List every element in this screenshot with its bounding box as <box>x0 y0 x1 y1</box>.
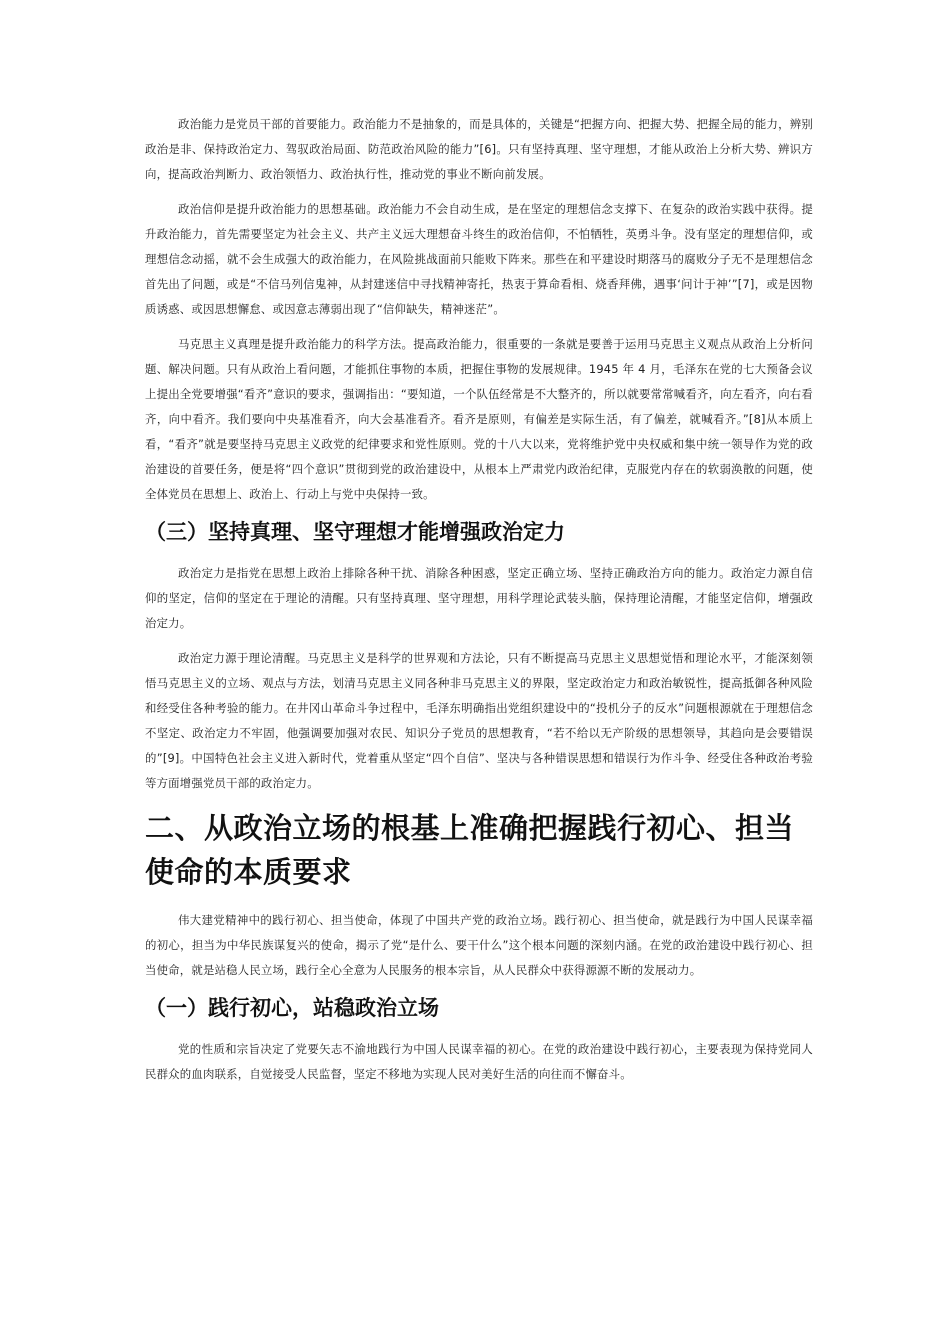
paragraph-political-belief: 政治信仰是提升政治能力的思想基础。政治能力不会自动生成，是在坚定的理想信念支撑下、在复杂的政治实践中获得。提升政治能力，首先需要坚定为社会主义、共产主义远大理想奋斗终生的政治信仰，不怕牺牲，英勇斗争。没有坚定的理想信仰，或理想信念动摇，就不会生成强大的政治能力，在风险挑战面前只能败下阵来。那些在和平建设时期落马的腐败分子无不是理想信念首先出了问题，或是“不信马列信鬼神，从封建迷信中寻找精神寄托，热衷于算命看相、烧香拜佛，遇事‘问计于神’”[7]，或是因物质诱惑、或因思想懈怠、或因意志薄弱出现了“信仰缺失，精神迷茫”。 <box>145 202 813 316</box>
paragraph-political-ability: 政治能力是党员干部的首要能力。政治能力不是抽象的，而是具体的，关键是“把握方向、把握大势、把握全局的能力，辨别政治是非、保持政治定力、驾驭政治局面、防范政治风险的能力”[6]。只有坚持真理、坚守理想，才能从政治上分析大势、辨识方向，提高政治判断力、政治领悟力、政治执行性，推动党的事业不断向前发展。 <box>145 117 813 181</box>
section-heading-practice-aspiration: （一）践行初心，站稳政治立场 <box>145 996 439 1020</box>
paragraph-theoretical-clarity: 政治定力源于理论清醒。马克思主义是科学的世界观和方法论，只有不断提高马克思主义思想觉悟和理论水平，才能深刻领悟马克思主义的立场、观点与方法，划清马克思主义同各种非马克思主义的界限，坚定政治定力和政治敏锐性，提高抵御各种风险和经受住各种考验的能力。在井冈山革命斗争过程中，毛泽东明确指出党组织建设中的“投机分子的反水”问题根源就在于理想信念不坚定、政治定力不牢固，他强调要加强对农民、知识分子党员的思想教育，“若不给以无产阶级的思想领导，其趋向是会要错误的”[9]。中国特色社会主义进入新时代，党着重从坚定“四个自信”、坚决与各种错误思想和错误行为作斗争、经受住各种政治考验等方面增强党员干部的政治定力。 <box>145 651 813 790</box>
paragraph-political-steadiness-definition: 政治定力是指党在思想上政治上排除各种干扰、消除各种困惑，坚定正确立场、坚持正确政治方向的能力。政治定力源自信仰的坚定，信仰的坚定在于理论的清醒。只有坚持真理、坚守理想，用科学理论武装头脑，保持理论清醒，才能坚定信仰，增强政治定力。 <box>145 566 813 630</box>
document-page <box>145 112 813 1097</box>
paragraph-original-aspiration: 伟大建党精神中的践行初心、担当使命，体现了中国共产党的政治立场。践行初心、担当使命，就是践行为中国人民谋幸福的初心，担当为中华民族谋复兴的使命，揭示了党“是什么、要干什么”这个根本问题的深刻内涵。在党的政治建设中践行初心、担当使命，就是站稳人民立场，践行全心全意为人民服务的根本宗旨，从人民群众中获得源源不断的发展动力。 <box>145 913 813 977</box>
chapter-heading-political-stance: 二、从政治立场的根基上准确把握践行初心、担当使命的本质要求 <box>145 811 795 889</box>
paragraph-party-nature: 党的性质和宗旨决定了党要矢志不渝地践行为中国人民谋幸福的初心。在党的政治建设中践行初心，主要表现为保持党同人民群众的血肉联系，自觉接受人民监督，坚定不移地为实现人民对美好生活的向往而不懈奋斗。 <box>145 1042 813 1081</box>
section-heading-political-steadiness: （三）坚持真理、坚守理想才能增强政治定力 <box>145 520 565 544</box>
paragraph-marxist-truth: 马克思主义真理是提升政治能力的科学方法。提高政治能力，很重要的一条就是要善于运用马克思主义观点从政治上分析问题、解决问题。只有从政治上看问题，才能抓住事物的本质，把握住事物的发展规律。1945 年 4 月，毛泽东在党的七大预备会议上提出全党要增强“看齐”意识的要求，强调指出：“要知道，一个队伍经常是不大整齐的，所以就要常常喊看齐，向左看齐，向右看齐，向中看齐。我们要向中央基准看齐，向大会基准看齐。看齐是原则，有偏差是实际生活，有了偏差，就喊看齐。”[8]从本质上看，“看齐”就是要坚持马克思主义政党的纪律要求和党性原则。党的十八大以来，党将维护党中央权威和集中统一领导作为党的政治建设的首要任务，便是将“四个意识”贯彻到党的政治建设中，从根本上严肃党内政治纪律，克服党内存在的软弱涣散的问题，使全体党员在思想上、政治上、行动上与党中央保持一致。 <box>145 337 813 501</box>
